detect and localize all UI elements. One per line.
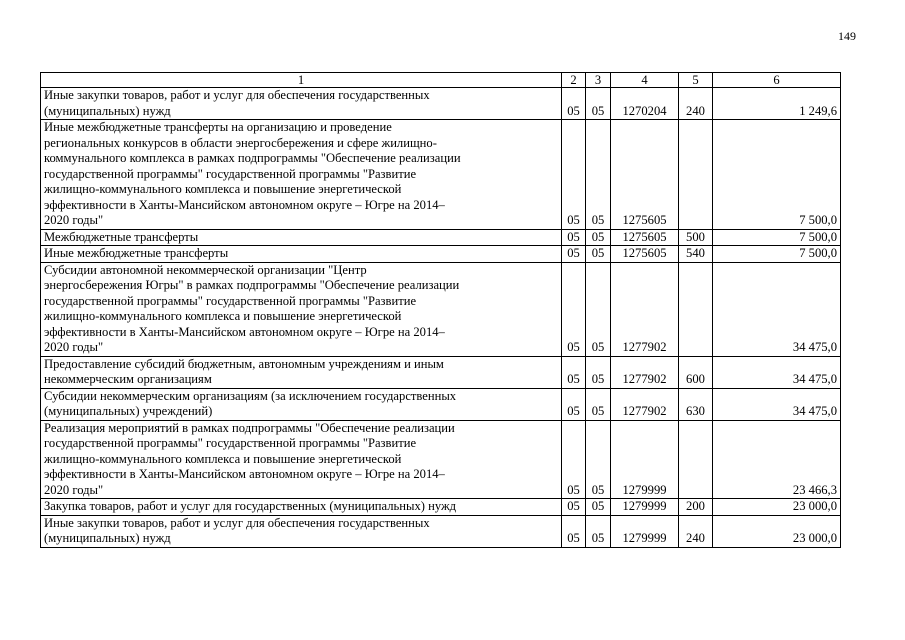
row-expense-type-code: 540 [679, 246, 713, 263]
description-line: региональных конкурсов в области энергосбережения и сфере жилищно- [44, 135, 437, 150]
description-line: государственной программы" государственной программы "Развитие [44, 436, 417, 450]
description-line: эффективности в Ханты-Мансийском автономном округе – Югре на 2014– [44, 467, 445, 481]
row-subsection-code: 05 [586, 262, 611, 356]
description-line: коммунального комплекса в рамках подпрограммы "Обеспечение реализации [44, 151, 461, 165]
row-section-code: 05 [562, 120, 586, 230]
row-subsection-code: 05 [586, 120, 611, 230]
row-section-code: 05 [562, 515, 586, 547]
table-row [41, 88, 841, 120]
row-description [41, 246, 562, 263]
budget-table [40, 72, 841, 548]
description-line: Иные закупки товаров, работ и услуг для обеспечения государственных [44, 88, 430, 102]
table-body [41, 88, 841, 548]
description-line: государственной программы" государственной программы "Развитие [44, 166, 417, 181]
row-expense-type-code: 600 [679, 356, 713, 388]
header-cell-2: 2 [562, 73, 586, 88]
row-target-article-code: 1277902 [611, 388, 679, 420]
row-section-code: 05 [562, 262, 586, 356]
row-amount: 34 475,0 [713, 356, 841, 388]
description-line: государственной программы" государственной программы "Развитие [44, 293, 417, 308]
row-section-code: 05 [562, 420, 586, 499]
row-subsection-code: 05 [586, 499, 611, 516]
table-row [41, 499, 841, 516]
table-header-row [41, 73, 841, 88]
table-row [41, 356, 841, 388]
row-description [41, 388, 562, 420]
row-description [41, 515, 562, 547]
row-amount: 34 475,0 [713, 262, 841, 356]
description-line: 2020 годы" [44, 482, 104, 497]
header-cell-1: 1 [41, 73, 562, 88]
row-expense-type-code: 240 [679, 515, 713, 547]
description-line: 2020 годы" [44, 213, 104, 227]
row-description [41, 420, 562, 499]
row-expense-type-code: 200 [679, 499, 713, 516]
row-amount: 7 500,0 [713, 120, 841, 230]
row-section-code: 05 [562, 499, 586, 516]
table-row [41, 515, 841, 547]
description-line: эффективности в Ханты-Мансийском автономном округе – Югре на 2014– [44, 197, 445, 212]
row-expense-type-code: 500 [679, 229, 713, 246]
row-amount: 23 000,0 [713, 515, 841, 547]
row-expense-type-code: 240 [679, 88, 713, 120]
row-target-article-code: 1279999 [611, 515, 679, 547]
row-amount: 23 000,0 [713, 499, 841, 516]
row-expense-type-code: 630 [679, 388, 713, 420]
description-line: Реализация мероприятий в рамках подпрограммы "Обеспечение реализации [44, 420, 455, 435]
row-target-article-code: 1275605 [611, 229, 679, 246]
description-line: Субсидии автономной некоммерческой организации "Центр [44, 262, 367, 277]
row-expense-type-code [679, 262, 713, 356]
header-cell-6: 6 [713, 73, 841, 88]
row-section-code: 05 [562, 246, 586, 263]
description-line: Субсидии некоммерческим организациям (за исключением государственных [44, 388, 457, 403]
row-amount: 1 249,6 [713, 88, 841, 120]
description-line: жилищно-коммунального комплекса и повышение энергетической [44, 451, 402, 466]
table-row [41, 229, 841, 246]
row-target-article-code: 1279999 [611, 499, 679, 516]
table-row [41, 262, 841, 356]
row-target-article-code: 1275605 [611, 246, 679, 263]
row-subsection-code: 05 [586, 229, 611, 246]
description-line: (муниципальных) учреждений) [44, 404, 213, 418]
description-line: Межбюджетные трансферты [44, 229, 199, 244]
row-target-article-code: 1277902 [611, 356, 679, 388]
description-line: (муниципальных) нужд [44, 103, 171, 118]
row-expense-type-code [679, 120, 713, 230]
row-amount: 7 500,0 [713, 229, 841, 246]
row-subsection-code: 05 [586, 515, 611, 547]
description-line: (муниципальных) нужд [44, 531, 171, 545]
header-cell-3: 3 [586, 73, 611, 88]
row-target-article-code: 1279999 [611, 420, 679, 499]
row-subsection-code: 05 [586, 356, 611, 388]
description-line: эффективности в Ханты-Мансийском автономном округе – Югре на 2014– [44, 324, 445, 339]
row-subsection-code: 05 [586, 88, 611, 120]
row-amount: 7 500,0 [713, 246, 841, 263]
table-row [41, 388, 841, 420]
row-section-code: 05 [562, 229, 586, 246]
table-row [41, 120, 841, 230]
row-target-article-code: 1270204 [611, 88, 679, 120]
table-row [41, 420, 841, 499]
row-target-article-code: 1275605 [611, 120, 679, 230]
row-description [41, 499, 562, 516]
description-line: жилищно-коммунального комплекса и повышение энергетической [44, 182, 402, 196]
row-subsection-code: 05 [586, 246, 611, 263]
row-description [41, 262, 562, 356]
header-cell-5: 5 [679, 73, 713, 88]
page-number: 149 [838, 29, 856, 43]
description-line: Иные межбюджетные трансферты на организацию и проведение [44, 120, 392, 134]
description-line: Предоставление субсидий бюджетным, автономным учреждениям и иным [44, 356, 444, 371]
row-description [41, 88, 562, 120]
header-cell-4: 4 [611, 73, 679, 88]
description-line: Закупка товаров, работ и услуг для государственных (муниципальных) нужд [44, 499, 457, 513]
row-expense-type-code [679, 420, 713, 499]
row-subsection-code: 05 [586, 388, 611, 420]
description-line: жилищно-коммунального комплекса и повышение энергетической [44, 309, 402, 323]
description-line: энергосбережения Югры" в рамках подпрограммы "Обеспечение реализации [44, 278, 460, 292]
description-line: Иные межбюджетные трансферты [44, 246, 229, 260]
row-section-code: 05 [562, 356, 586, 388]
row-amount: 34 475,0 [713, 388, 841, 420]
row-section-code: 05 [562, 88, 586, 120]
description-line: Иные закупки товаров, работ и услуг для обеспечения государственных [44, 515, 430, 530]
row-amount: 23 466,3 [713, 420, 841, 499]
row-description [41, 356, 562, 388]
row-description [41, 120, 562, 230]
row-description [41, 229, 562, 246]
description-line: некоммерческим организациям [44, 372, 212, 386]
table-row [41, 246, 841, 263]
description-line: 2020 годы" [44, 340, 104, 354]
row-section-code: 05 [562, 388, 586, 420]
row-subsection-code: 05 [586, 420, 611, 499]
row-target-article-code: 1277902 [611, 262, 679, 356]
